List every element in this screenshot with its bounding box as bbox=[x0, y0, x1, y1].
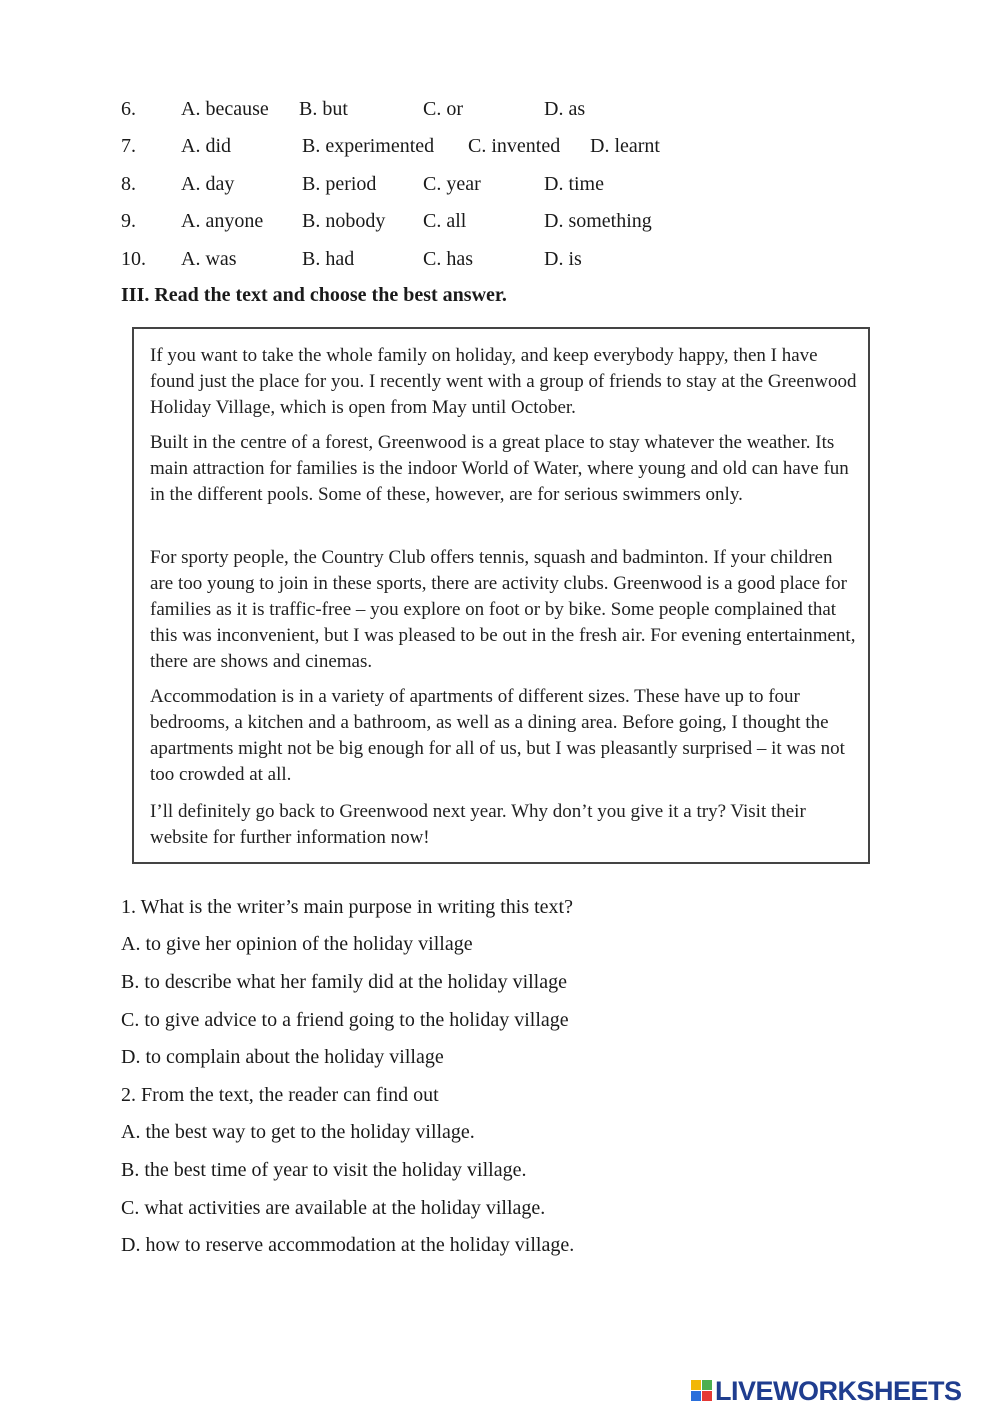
option-b: B. period bbox=[302, 173, 377, 195]
row-number: 7. bbox=[121, 135, 136, 157]
answer-option[interactable]: B. the best time of year to visit the holiday village. bbox=[121, 1159, 527, 1181]
row-number: 9. bbox=[121, 210, 136, 232]
option-a: A. did bbox=[181, 135, 231, 157]
option-d: D. is bbox=[544, 248, 582, 270]
answer-option[interactable]: A. the best way to get to the holiday village. bbox=[121, 1121, 475, 1143]
question-stem: 1. What is the writer’s main purpose in writing this text? bbox=[121, 896, 573, 918]
passage-paragraph: For sporty people, the Country Club offers tennis, squash and badminton. If your children are too young to join in these sports, there are activity clubs. Greenwood is a good place for families as it is traffic-free – you explore on foot or by bike. Some people complained that this was inconvenient, but I was pleased to be out in the fresh air. For evening entertainment, there are shows and cinemas. bbox=[150, 547, 856, 672]
option-a: A. was bbox=[181, 248, 237, 270]
option-d: D. something bbox=[544, 210, 652, 232]
option-b: B. but bbox=[299, 98, 348, 120]
option-c: C. has bbox=[423, 248, 473, 270]
answer-option[interactable]: C. what activities are available at the holiday village. bbox=[121, 1197, 546, 1219]
answer-option[interactable]: A. to give her opinion of the holiday village bbox=[121, 933, 473, 955]
answer-option[interactable]: D. how to reserve accommodation at the holiday village. bbox=[121, 1234, 575, 1256]
question-stem: 2. From the text, the reader can find out bbox=[121, 1084, 439, 1106]
passage-paragraph: If you want to take the whole family on holiday, and keep everybody happy, then I have found just the place for you. I recently went with a group of friends to stay at the Greenwood Holiday Village, which is open from May until October. bbox=[150, 345, 857, 418]
passage-paragraph: Accommodation is in a variety of apartments of different sizes. These have up to four bedrooms, a kitchen and a bathroom, as well as a dining area. Before going, I thought the apartments might not be big enough for all of us, but I was pleasantly surprised – it was not too crowded at all. bbox=[150, 686, 845, 785]
row-number: 10. bbox=[121, 248, 146, 270]
option-b: B. nobody bbox=[302, 210, 386, 232]
option-c: C. year bbox=[423, 173, 481, 195]
passage-paragraph: I’ll definitely go back to Greenwood next year. Why don’t you give it a try? Visit their website for further information now! bbox=[150, 801, 806, 848]
option-b: B. had bbox=[302, 248, 355, 270]
logo-text: LIVEWORKSHEETS bbox=[715, 1375, 962, 1406]
section-heading: III. Read the text and choose the best answer. bbox=[121, 284, 507, 306]
reading-passage bbox=[132, 327, 870, 864]
answer-option[interactable]: D. to complain about the holiday village bbox=[121, 1046, 444, 1068]
row-number: 8. bbox=[121, 173, 136, 195]
option-a: A. because bbox=[181, 98, 269, 120]
liveworksheets-logo-icon bbox=[691, 1380, 713, 1402]
option-a: A. day bbox=[181, 173, 235, 195]
option-d: D. time bbox=[544, 173, 604, 195]
option-c: C. invented bbox=[468, 135, 561, 157]
passage-paragraph: Built in the centre of a forest, Greenwood is a great place to stay whatever the weather. Its main attraction for families is the indoor World of Water, where young and old can have fun in the different pools. Some of these, however, are for serious swimmers only. bbox=[150, 432, 849, 505]
liveworksheets-logo bbox=[691, 1376, 962, 1406]
option-d: D. as bbox=[544, 98, 586, 120]
answer-option[interactable]: B. to describe what her family did at the holiday village bbox=[121, 971, 567, 993]
option-a: A. anyone bbox=[181, 210, 264, 232]
option-c: C. or bbox=[423, 98, 463, 120]
option-c: C. all bbox=[423, 210, 467, 232]
option-b: B. experimented bbox=[302, 135, 435, 157]
answer-option[interactable]: C. to give advice to a friend going to the holiday village bbox=[121, 1009, 569, 1031]
row-number: 6. bbox=[121, 98, 136, 120]
option-d: D. learnt bbox=[590, 135, 660, 157]
